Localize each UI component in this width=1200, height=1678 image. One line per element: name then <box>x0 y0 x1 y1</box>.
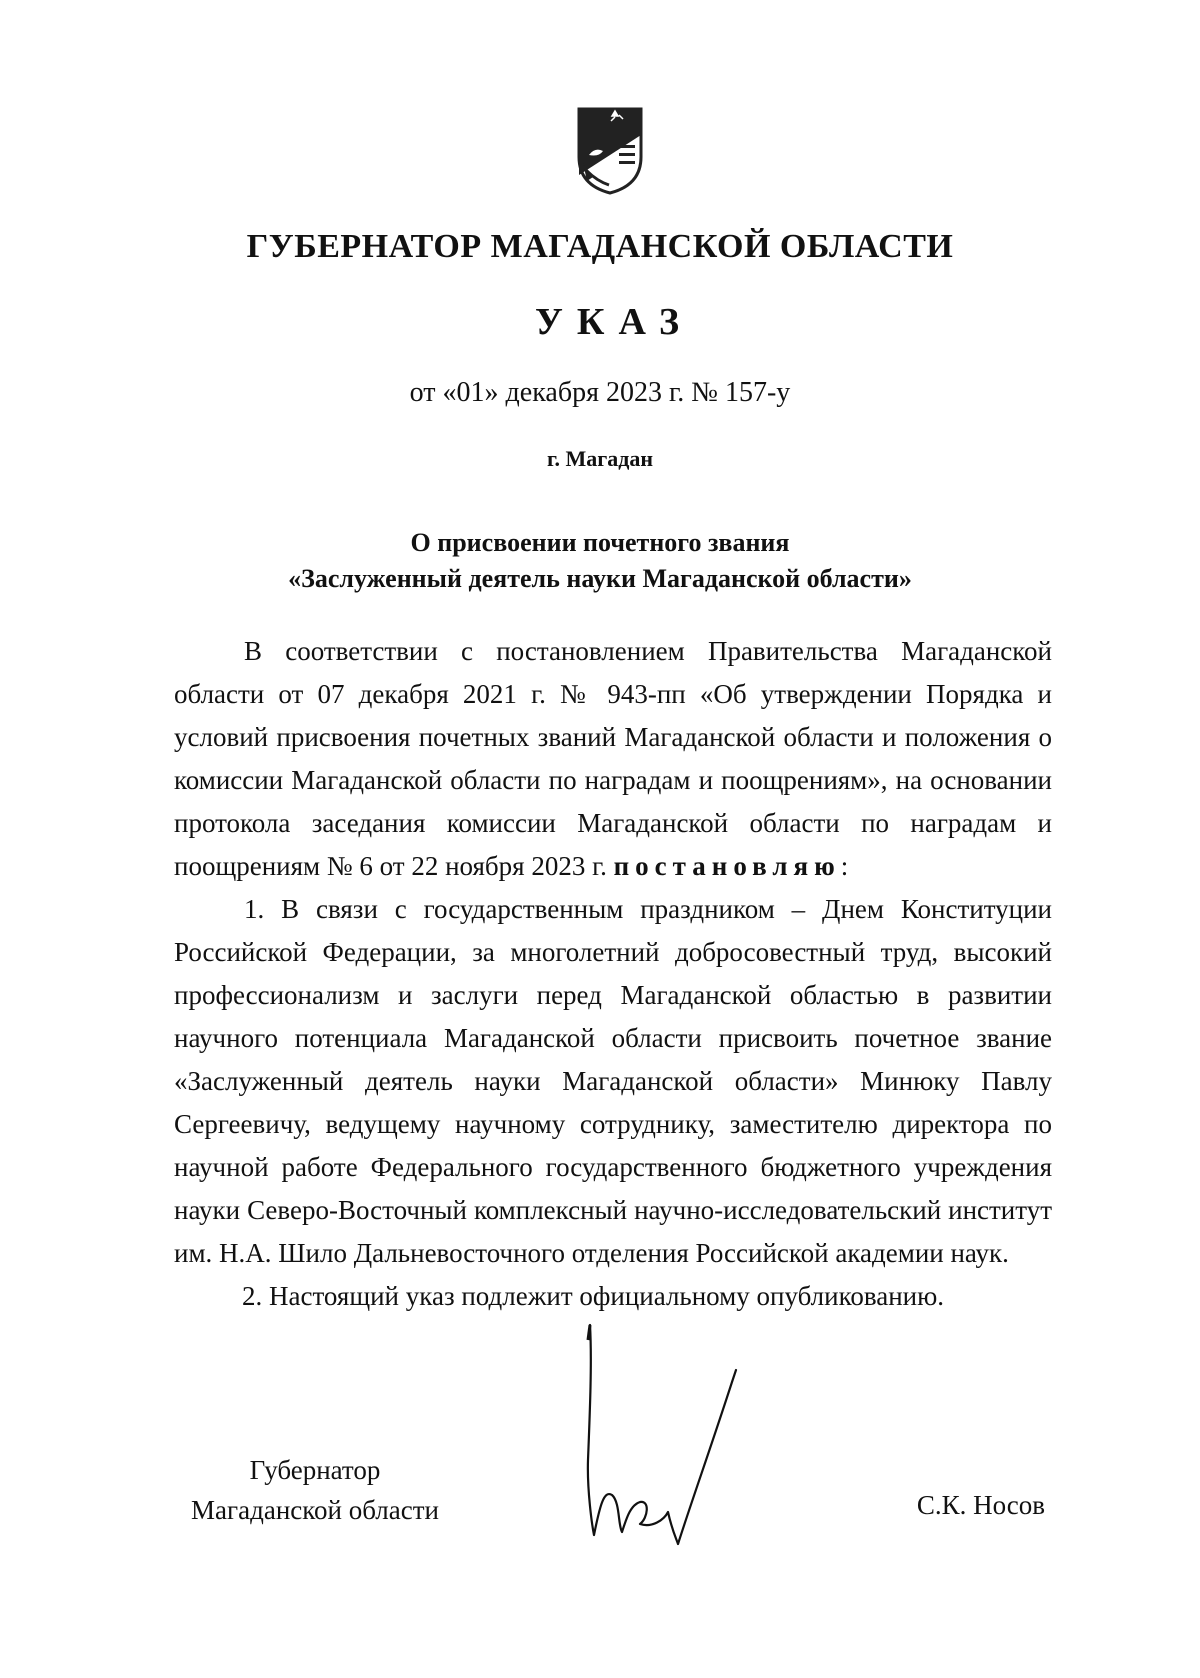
preamble-text: В соответствии с постановлением Правительства Магаданской области от 07 декабря 2021 г. № 943-пп «Об утверждении Порядка и условий присвоения почетных званий Магаданской области и положения о комиссии Магаданской области по наградам и поощрениям», на основании протокола заседания комиссии Магаданской области по наградам и поощрениям № 6 от 22 ноября 2023 г. <box>174 636 1052 881</box>
subject-line-1: О присвоении почетного звания <box>410 528 790 557</box>
coat-of-arms-icon <box>575 105 645 195</box>
signatory-title-line-1: Губернатор <box>249 1455 381 1485</box>
signatory-title <box>170 1450 460 1530</box>
document-type: УКАЗ <box>535 301 693 343</box>
resolve-colon: : <box>840 851 849 881</box>
resolve-word: постановляю <box>613 851 841 881</box>
signatory-title-line-2: Магаданской области <box>191 1495 439 1525</box>
decree-body <box>174 630 1052 1318</box>
preamble-paragraph <box>174 630 1052 888</box>
item-2-paragraph: 2. Настоящий указ подлежит официальному опубликованию. <box>242 1281 945 1311</box>
decree-subject <box>0 525 1200 597</box>
city: г. Магадан <box>546 446 654 471</box>
signer-name: С.К. Носов <box>916 1490 1045 1520</box>
issuing-authority: ГУБЕРНАТОР МАГАДАНСКОЙ ОБЛАСТИ <box>246 228 954 265</box>
handwritten-signature <box>560 1320 800 1560</box>
item-1-paragraph: 1. В связи с государственным праздником – Днем Конституции Российской Федерации, за многолетний добросовестный труд, высокий профессионализм и заслуги перед Магаданской областью в развитии научного потенциала Магаданской области присвоить почетное звание «Заслуженный деятель науки Магаданской области» Минюку Павлу Сергеевичу, ведущему научному сотруднику, заместителю директора по научной работе Федерального государственного бюджетного учреждения науки Северо-Восточный комплексный научно-исследовательский институт им. Н.А. Шило Дальневосточного отделения Российской академии наук. <box>174 894 1052 1268</box>
subject-line-2: «Заслуженный деятель науки Магаданской области» <box>288 564 912 593</box>
date-and-number: от «01» декабря 2023 г. № 157-у <box>409 377 791 408</box>
